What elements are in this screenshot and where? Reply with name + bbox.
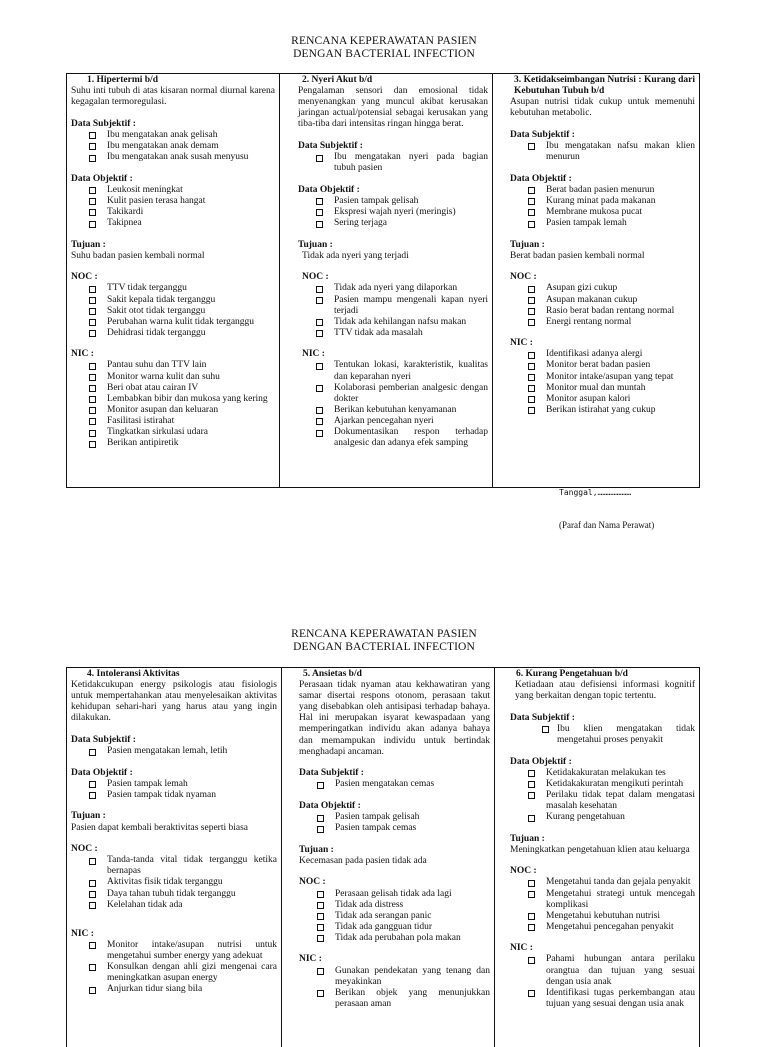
list-item: Kelelahan tidak ada — [71, 900, 277, 911]
title-line-2: DENGAN BACTERIAL INFECTION — [293, 641, 475, 653]
list-item: Mengetahui kebutuhan nutrisi — [510, 911, 695, 922]
list-item: Monitor mual dan muntah — [510, 383, 695, 394]
noc-list — [71, 283, 275, 338]
list-item: Ibu mengatakan anak susah menyusu — [71, 152, 275, 163]
page-title — [0, 628, 768, 654]
subjective-list — [298, 152, 488, 174]
list-item: Monitor intake/asupan yang tepat — [510, 372, 695, 383]
list-item: Anjurkan tidur siang bila — [71, 984, 277, 995]
list-item: Kolaborasi pemberian analgesic dengan dokter — [298, 383, 488, 405]
goal-text: Tidak ada nyeri yang terjadi — [302, 250, 409, 261]
list-item: Pasien mampu mengenali kapan nyeri terjadi — [298, 295, 488, 317]
list-item: Mengetahui strategi untuk mencegah komplikasi — [510, 889, 695, 911]
title-line-1: RENCANA KEPERAWATAN PASIEN — [291, 35, 477, 47]
list-item: Ekspresi wajah nyeri (meringis) — [298, 207, 488, 218]
list-item: Tentukan lokasi, karakteristik, kualitas dan keparahan nyeri — [298, 360, 488, 382]
noc-list — [510, 283, 695, 327]
list-item: Pasien tampak cemas — [299, 823, 490, 834]
list-item: Dokumentasikan respon terhadap analgesic dan adanya efek samping — [298, 427, 488, 449]
subjective-label: Data Subjektif : — [510, 712, 575, 723]
list-item: TTV tidak ada masalah — [298, 328, 488, 339]
list-item: Daya tahan tubuh tidak terganggu — [71, 889, 277, 900]
list-item: Ketidakakuratan mengikuti perintah — [510, 779, 695, 790]
list-item: Monitor asupan kalori — [510, 394, 695, 405]
page-title — [0, 35, 768, 61]
nic-list — [510, 954, 695, 1009]
list-item: Beri obat atau cairan IV — [71, 383, 275, 394]
goal-text: Meningkatkan pengetahuan klien atau keluarga — [510, 844, 690, 855]
list-item: Tidak ada serangan panic — [299, 911, 490, 922]
nic-list — [71, 940, 277, 995]
title-line-1: RENCANA KEPERAWATAN PASIEN — [291, 628, 477, 640]
nic-list — [71, 360, 275, 449]
list-item: Tidak ada perubahan pola makan — [299, 933, 490, 944]
noc-label: NOC : — [510, 866, 537, 877]
list-item: Pasien mengatakan cemas — [299, 779, 490, 790]
objective-label: Data Objektif : — [71, 767, 133, 778]
objective-label: Data Objektif : — [299, 800, 361, 811]
list-item: Ibu mengatakan nyeri pada bagian tubuh pasien — [298, 152, 488, 174]
noc-label: NOC : — [302, 272, 329, 283]
list-item: Pasien tampak lemah — [71, 779, 277, 790]
list-item: Pasien tampak lemah — [510, 218, 695, 229]
list-item: Berikan antipiretik — [71, 438, 275, 449]
diagnosis-definition: Pengalaman sensori dan emosional tidak menyenangkan yang muncul akibat kerusakan jaringan actual/potensial sebagai kerusakan yang tiba-tiba dari intensitas ringan hingga berat. — [298, 86, 488, 130]
list-item: Perubahan warna kulit tidak terganggu — [71, 317, 275, 328]
noc-list — [510, 877, 695, 932]
list-item: Ibu mengatakan anak gelisah — [71, 130, 275, 141]
list-item: Pasien tampak tidak nyaman — [71, 790, 277, 801]
diagnosis-header: 2. Nyeri Akut b/d — [302, 75, 373, 85]
goal-text: Pasien dapat kembali beraktivitas seperti biasa — [71, 822, 249, 833]
list-item: Tidak ada gangguan tidur — [299, 922, 490, 933]
goal-label: Tujuan : — [71, 811, 106, 822]
nic-list — [298, 360, 488, 449]
goal-label: Tujuan : — [510, 833, 545, 844]
nic-list — [510, 349, 695, 416]
title-line-2: DENGAN BACTERIAL INFECTION — [293, 48, 475, 60]
diagnosis-definition: Ketiadaan atau defisiensi informasi kognitif yang berkaitan dengan topic tertentu. — [515, 680, 695, 702]
diagnosis-definition: Asupan nutrisi tidak cukup untuk memenuhi kebutuhan metabolic. — [510, 97, 695, 119]
list-item: Pasien tampak gelisah — [299, 812, 490, 823]
diagnosis-header: 4. Intoleransi Aktivitas — [87, 669, 180, 679]
nic-label: NIC : — [71, 928, 94, 939]
list-item: Mengetahui tanda dan gejala penyakit — [510, 877, 695, 888]
list-item: Kurang pengetahuan — [510, 812, 695, 823]
list-item: Energi rentang normal — [510, 317, 695, 328]
objective-list — [299, 812, 490, 834]
list-item: Asupan makanan cukup — [510, 295, 695, 306]
list-item: Ibu mengatakan nafsu makan klien menurun — [510, 141, 695, 163]
list-item: Aktivitas fisik tidak terganggu — [71, 877, 277, 888]
noc-label: NOC : — [510, 272, 537, 283]
nic-label: NIC : — [510, 943, 533, 954]
list-item: Kulit pasien terasa hangat — [71, 196, 275, 207]
diagnosis-header: 5. Ansietas b/d — [303, 669, 362, 679]
list-item: Lembabkan bibir dan mukosa yang kering — [71, 394, 275, 405]
list-item: Tidak ada kehilangan nafsu makan — [298, 317, 488, 328]
goal-label: Tujuan : — [298, 239, 333, 250]
goal-label: Tujuan : — [299, 844, 334, 855]
subjective-label: Data Subjektif : — [298, 140, 363, 151]
list-item: Ibu mengatakan anak demam — [71, 141, 275, 152]
list-item: Berikan objek yang menunjukkan perasaan aman — [299, 988, 490, 1010]
diagnosis-column-ansietas — [281, 668, 494, 1047]
objective-label: Data Objektif : — [298, 184, 360, 195]
list-item: Identifikasi adanya alergi — [510, 349, 695, 360]
subjective-label: Data Subjektif : — [510, 129, 575, 140]
objective-label: Data Objektif : — [71, 173, 133, 184]
subjective-list — [299, 779, 490, 790]
objective-list — [71, 779, 277, 801]
list-item: Tingkatkan sirkulasi udara — [71, 427, 275, 438]
list-item: Monitor asupan dan keluaran — [71, 405, 275, 416]
list-item: Ibu klien mengatakan tidak mengetahui proses penyakit — [510, 724, 695, 746]
list-item: Tidak ada distress — [299, 900, 490, 911]
diagnosis-column-nyeri-akut — [279, 74, 492, 487]
diagnosis-definition: Perasaan tidak nyaman atau kekhawatiran yang samar disertai respons otonom, perasaan takut yang disebabkan oleh antisipasi terhadap bahaya. Hal ini merupakan isyarat kewaspadaan yang memperingatkan individu akan adanya bahaya dan memampukan individu untuk bertindak menghadapi ancaman. — [299, 680, 490, 757]
diagnosis-definition: Ketidakcukupan energy psikologis atau fisiologis untuk mempertahankan atau menyelesaikan aktivitas kehidupan sehari-hari yang harus atau yang ingin dilakukan. — [71, 680, 277, 724]
subjective-list — [510, 141, 695, 163]
list-item: Identifikasi tugas perkembangan atau tujuan yang sesuai dengan usia anak — [510, 988, 695, 1010]
list-item: Pasien mengatakan lemah, letih — [71, 746, 277, 757]
list-item: Mengetahui pencegahan penyakit — [510, 922, 695, 933]
nic-label: NIC : — [71, 349, 94, 360]
goal-label: Tujuan : — [510, 239, 545, 250]
list-item: Pahami hubungan antara perilaku orangtua dan tujuan yang sesuai dengan usia anak — [510, 954, 695, 987]
list-item: Monitor berat badan pasien — [510, 360, 695, 371]
diagnosis-column-nutrisi — [492, 74, 699, 487]
list-item: Pasien tampak gelisah — [298, 196, 488, 207]
subjective-label: Data Subjektif : — [299, 768, 364, 779]
subjective-list — [71, 130, 275, 163]
list-item: Dehidrasi tidak terganggu — [71, 328, 275, 339]
diagnosis-column-hipertermi — [67, 74, 279, 487]
list-item: Asupan gizi cukup — [510, 283, 695, 294]
noc-label: NOC : — [71, 844, 98, 855]
nic-label: NIC : — [299, 954, 322, 965]
list-item: Monitor intake/asupan nutrisi untuk mengetahui sumber energy yang adekuat — [71, 940, 277, 962]
noc-label: NOC : — [71, 272, 98, 283]
diagnosis-column-kurang-pengetahuan — [494, 668, 699, 1047]
goal-label: Tujuan : — [71, 239, 106, 250]
list-item: Membrane mukosa pucat — [510, 207, 695, 218]
noc-label: NOC : — [299, 877, 326, 888]
nic-label: NIC : — [302, 349, 325, 360]
list-item: Sakit kepala tidak terganggu — [71, 295, 275, 306]
diagnosis-header: 6. Kurang Pengetahuan b/d — [516, 669, 628, 679]
care-plan-table-1 — [66, 73, 700, 488]
objective-label: Data Objektif : — [510, 173, 572, 184]
subjective-label: Data Subjektif : — [71, 734, 136, 745]
subjective-label: Data Subjektif : — [71, 118, 136, 129]
list-item: Perasaan gelisah tidak ada lagi — [299, 889, 490, 900]
care-plan-table-2 — [66, 667, 700, 1047]
list-item: Monitor warna kulit dan suhu — [71, 372, 275, 383]
list-item: Takipnea — [71, 218, 275, 229]
objective-list — [71, 185, 275, 229]
objective-list — [510, 185, 695, 229]
nic-list — [299, 966, 490, 1010]
goal-text: Berat badan pasien kembali normal — [510, 250, 645, 261]
list-item: Tanda-tanda vital tidak terganggu ketika bernapas — [71, 855, 277, 877]
objective-list — [510, 768, 695, 823]
list-item: Berikan kebutuhan kenyamanan — [298, 405, 488, 416]
list-item: Ajarkan pencegahan nyeri — [298, 416, 488, 427]
list-item: Sering terjaga — [298, 218, 488, 229]
date-line: Tanggal,………………… — [559, 488, 632, 497]
list-item: Perilaku tidak tepat dalam mengatasi masalah kesehatan — [510, 790, 695, 812]
nurse-signature-label: (Paraf dan Nama Perawat) — [559, 520, 655, 530]
diagnosis-column-intoleransi — [67, 668, 281, 1047]
list-item: Tidak ada nyeri yang dilaporkan — [298, 283, 488, 294]
list-item: Takikardi — [71, 207, 275, 218]
objective-list — [298, 196, 488, 229]
nic-label: NIC : — [510, 338, 533, 349]
list-item: Rasio berat badan rentang normal — [510, 306, 695, 317]
list-item: Pantau suhu dan TTV lain — [71, 360, 275, 371]
list-item: Gunakan pendekatan yang tenang dan meyakinkan — [299, 966, 490, 988]
subjective-list — [510, 724, 695, 746]
list-item: Berikan istirahat yang cukup — [510, 405, 695, 416]
goal-text: Kecemasan pada pasien tidak ada — [299, 855, 427, 866]
subjective-list — [71, 746, 277, 757]
noc-list — [299, 889, 490, 944]
list-item: Fasilitasi istirahat — [71, 416, 275, 427]
diagnosis-header: 3. Ketidakseimbangan Nutrisi : Kurang dari Kebutuhan Tubuh b/d — [514, 75, 695, 97]
list-item: Kurang minat pada makanan — [510, 196, 695, 207]
list-item: Ketidakakuratan melakukan tes — [510, 768, 695, 779]
diagnosis-definition: Suhu inti tubuh di atas kisaran normal diurnal karena kegagalan termoregulasi. — [71, 86, 275, 108]
objective-label: Data Objektif : — [510, 756, 572, 767]
goal-text: Suhu badan pasien kembali normal — [71, 250, 205, 261]
noc-list — [298, 283, 488, 338]
noc-list — [71, 855, 277, 910]
list-item: Leukosit meningkat — [71, 185, 275, 196]
diagnosis-header: 1. Hipertermi b/d — [87, 75, 158, 85]
list-item: TTV tidak terganggu — [71, 283, 275, 294]
list-item: Konsulkan dengan ahli gizi mengenai cara meningkatkan asupan energy — [71, 962, 277, 984]
list-item: Sakit otot tidak terganggu — [71, 306, 275, 317]
list-item: Berat badan pasien menurun — [510, 185, 695, 196]
